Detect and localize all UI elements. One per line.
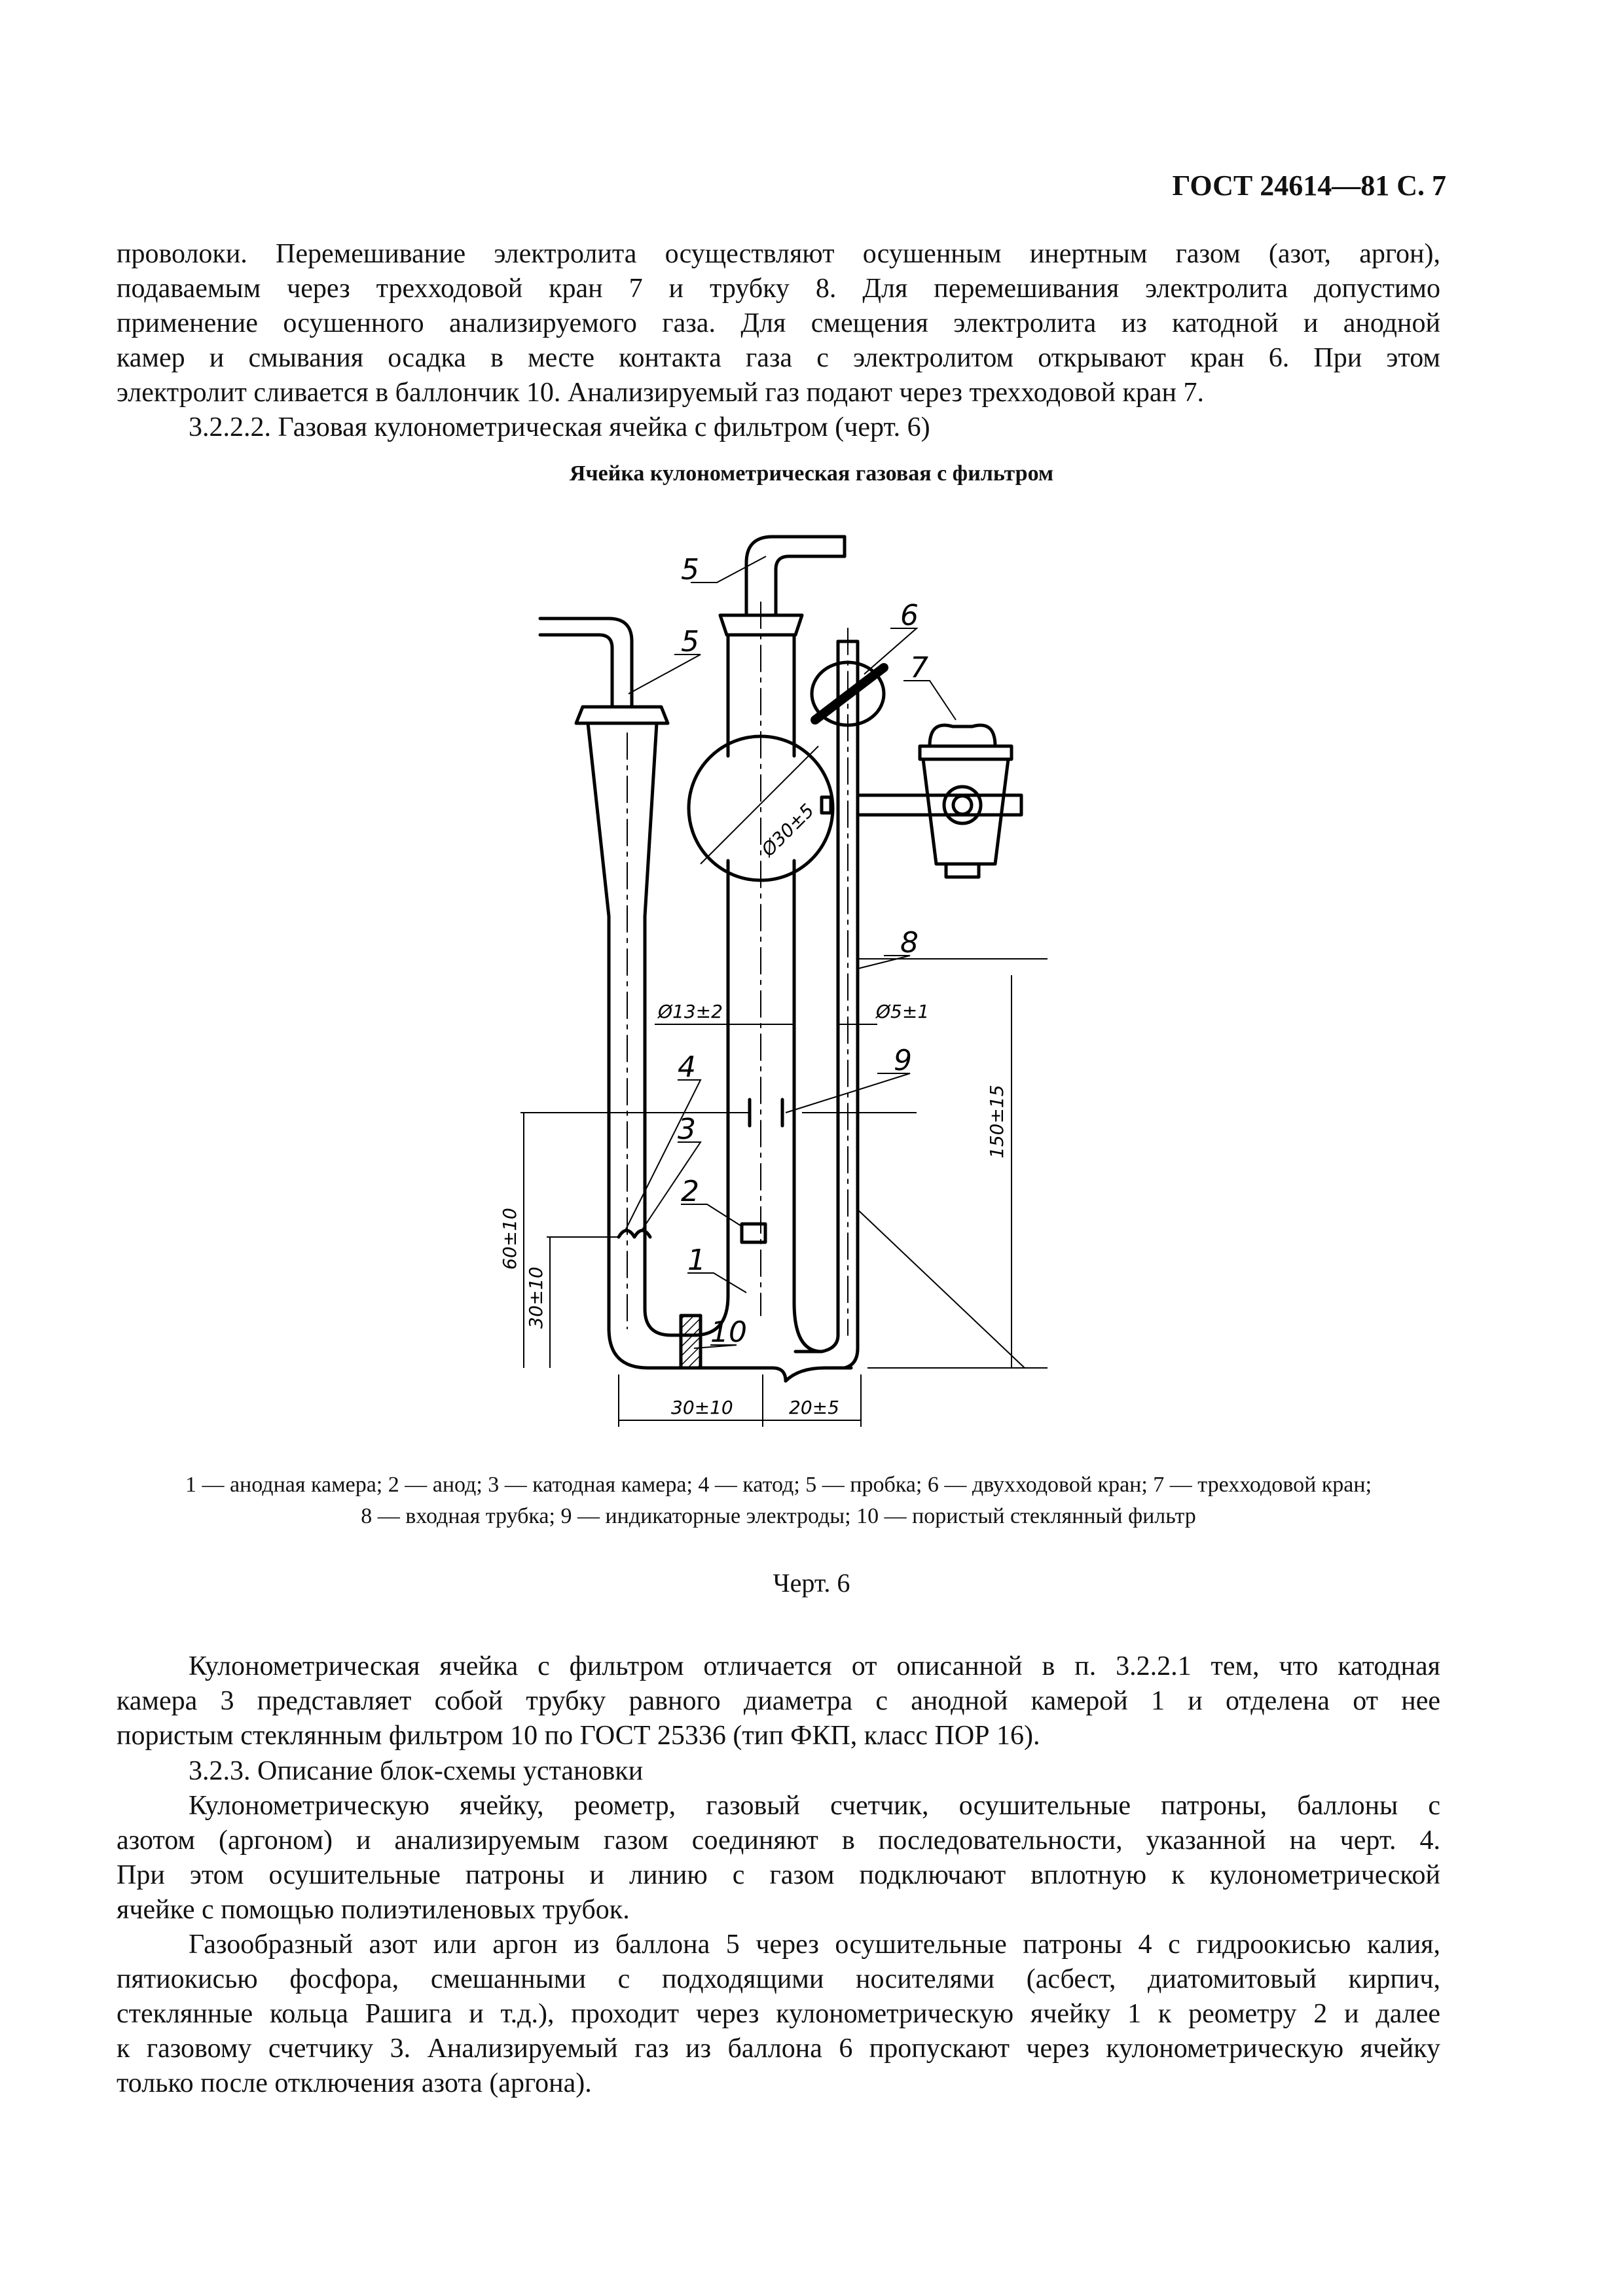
section-323-heading: 3.2.3. Описание блок-схемы установки — [189, 1756, 644, 1786]
dim-h60: 60±10 — [499, 1208, 520, 1270]
label-6: 6 — [900, 599, 919, 632]
label-2: 2 — [681, 1175, 699, 1208]
caption-line: 8 — входная трубка; 9 — индикаторные электроды; 10 — пористый стеклянный фильтр — [361, 1504, 1196, 1528]
figure-caption — [117, 1469, 1440, 1532]
text-line: подаваемым через трехходовой кран 7 и трубку 8. Для перемешивания электролита допустимо — [117, 274, 1440, 304]
label-10: 10 — [710, 1316, 747, 1349]
body-paragraph-3 — [117, 1928, 1440, 2101]
text-line: камер и смывания осадка в месте контакта газа с электролитом открывают кран 6. При этом — [117, 343, 1440, 373]
three-way-tap-7 — [923, 759, 1008, 864]
dim-d30: Ø30±5 — [757, 799, 818, 861]
label-8: 8 — [900, 926, 919, 960]
dim-w20: 20±5 — [789, 1397, 839, 1418]
page-header: ГОСТ 24614—81 С. 7 — [1172, 170, 1446, 202]
text-line: Кулонометрическая ячейка с фильтром отличается от описанной в п. 3.2.2.1 тем, что катодная — [189, 1651, 1440, 1681]
label-7: 7 — [910, 651, 928, 685]
plug-5-left — [576, 707, 668, 723]
text-line: Газообразный азот или аргон из баллона 5 через осушительные патроны 4 с гидроокисью калия, — [189, 1929, 1440, 1960]
text-line: пористым стеклянным фильтром 10 по ГОСТ 25336 (тип ФКП, класс ПОР 16). — [117, 1721, 1040, 1751]
label-1: 1 — [687, 1244, 706, 1277]
text-line: Кулонометрическую ячейку, реометр, газовый счетчик, осушительные патроны, баллоны с — [189, 1791, 1440, 1821]
text-line: ячейке с помощью полиэтиленовых трубок. — [117, 1895, 630, 1925]
left-inlet-pipe — [540, 619, 632, 707]
text-line: При этом осушительные патроны и линию с газом подключают вплотную к кулонометрической — [117, 1860, 1440, 1890]
section-3222-heading: 3.2.2.2. Газовая кулонометрическая ячейка с фильтром (черт. 6) — [189, 412, 930, 442]
dim-d5: Ø5±1 — [876, 1001, 930, 1022]
text-line: пятиокисью фосфора, смешанными с подходящими носителями (асбест, диатомитовый кирпич, — [117, 1964, 1440, 1994]
body-paragraph-1 — [117, 1649, 1440, 1753]
caption-line: 1 — анодная камера; 2 — анод; 3 — катодная камера; 4 — катод; 5 — пробка; 6 — двухходовой кран; 7 — трехходовой кран; — [185, 1473, 1372, 1497]
label-4: 4 — [678, 1050, 696, 1084]
label-5-left: 5 — [681, 625, 699, 658]
body-paragraph-2 — [117, 1789, 1440, 1928]
text-line: камера 3 представляет собой трубку равного диаметра с анодной камерой 1 и отделена от нее — [117, 1686, 1440, 1716]
text-line: только после отключения азота (аргона). — [117, 2068, 592, 2098]
label-9: 9 — [894, 1044, 912, 1077]
text-line: проволоки. Перемешивание электролита осуществляют осушенным инертным газом (азот, аргон), — [117, 239, 1440, 269]
text-line: электролит сливается в баллончик 10. Анализируемый газ подают через трехходовой кран 7. — [117, 378, 1205, 408]
text-line: стеклянные кольца Рашига и т.д.), проходит через кулонометрическую ячейку 1 к реометру 2 и далее — [117, 1999, 1440, 2029]
text-line: к газовому счетчику 3. Анализируемый газ из баллона 6 пропускают через кулонометрическую ячейку — [117, 2034, 1440, 2064]
figure-number: Черт. 6 — [773, 1568, 850, 1598]
dim-w30: 30±10 — [671, 1397, 733, 1418]
figure-title: Ячейка кулонометрическая газовая с фильтром — [569, 461, 1054, 486]
text-line: азотом (аргоном) и анализируемым газом соединяют в последовательности, указанной на черт. 4. — [117, 1825, 1440, 1856]
dim-h150: 150±15 — [986, 1085, 1008, 1158]
label-3: 3 — [678, 1113, 696, 1146]
dim-d13: Ø13±2 — [658, 1001, 723, 1022]
dim-h30: 30±10 — [525, 1266, 547, 1329]
text-line: применение осушенного анализируемого газа. Для смещения электролита из катодной и анодной — [117, 308, 1440, 338]
label-5-top: 5 — [681, 553, 699, 586]
